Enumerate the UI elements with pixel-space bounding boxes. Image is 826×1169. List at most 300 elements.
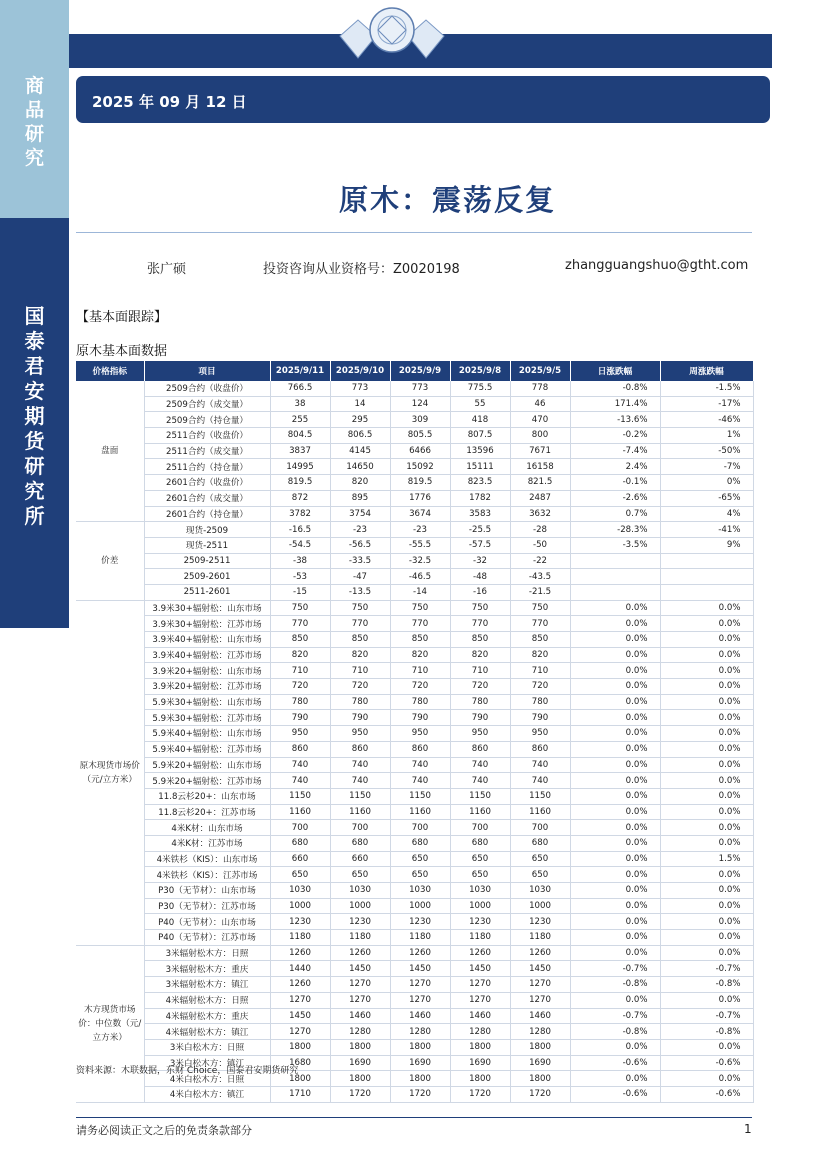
value-cell: 650 (450, 867, 510, 883)
item-cell: 2601合约（持仓量） (144, 506, 270, 522)
value-cell: -17% (660, 396, 753, 412)
value-cell (660, 584, 753, 600)
table-row (76, 757, 753, 773)
value-cell: 1800 (270, 1071, 330, 1087)
value-cell: 720 (390, 679, 450, 695)
value-cell: 0.0% (570, 992, 660, 1008)
value-cell: 805.5 (390, 428, 450, 444)
value-cell: 1000 (330, 898, 390, 914)
value-cell: 0.0% (660, 679, 753, 695)
value-cell: 740 (270, 757, 330, 773)
value-cell: 766.5 (270, 381, 330, 396)
value-cell: 850 (330, 632, 390, 648)
value-cell: 1270 (270, 1024, 330, 1040)
value-cell: 1800 (330, 1071, 390, 1087)
value-cell: 1230 (510, 914, 570, 930)
value-cell: 0.0% (570, 883, 660, 899)
value-cell: 1460 (390, 1008, 450, 1024)
value-cell: 650 (390, 867, 450, 883)
table-row (76, 459, 753, 475)
value-cell: 3754 (330, 506, 390, 522)
table-row (76, 506, 753, 522)
item-cell: 4米白松木方：镇江 (144, 1086, 270, 1102)
value-cell: 1160 (330, 804, 390, 820)
value-cell: 0.0% (660, 663, 753, 679)
value-cell: 0.0% (570, 788, 660, 804)
item-cell: 2511合约（持仓量） (144, 459, 270, 475)
value-cell: 650 (510, 867, 570, 883)
value-cell: 3674 (390, 506, 450, 522)
value-cell: 700 (450, 820, 510, 836)
footer-divider (76, 1117, 752, 1118)
column-header: 周涨跌幅 (660, 361, 753, 381)
author-email[interactable]: zhangguangshuo@gtht.com (565, 258, 749, 273)
value-cell: 1260 (330, 945, 390, 961)
value-cell: -57.5 (450, 537, 510, 553)
value-cell: 800 (510, 428, 570, 444)
table-row (76, 584, 753, 600)
value-cell: -46% (660, 412, 753, 428)
item-cell: 5.9米20+辐射松：江苏市场 (144, 773, 270, 789)
table-row (76, 569, 753, 585)
value-cell: 710 (270, 663, 330, 679)
table-row (76, 522, 753, 538)
value-cell: 1000 (270, 898, 330, 914)
value-cell: -1.5% (660, 381, 753, 396)
value-cell: 819.5 (270, 475, 330, 491)
value-cell: -28 (510, 522, 570, 538)
value-cell: 0.0% (570, 804, 660, 820)
item-cell: 3米辐射松木方：日照 (144, 945, 270, 961)
value-cell: 124 (390, 396, 450, 412)
value-cell: 650 (510, 851, 570, 867)
item-cell: 11.8云杉20+：江苏市场 (144, 804, 270, 820)
value-cell: 0.0% (660, 741, 753, 757)
value-cell: 790 (450, 710, 510, 726)
item-cell: 4米铁杉（KIS）：山东市场 (144, 851, 270, 867)
table-row (76, 930, 753, 946)
value-cell: 1450 (510, 961, 570, 977)
value-cell: 740 (510, 773, 570, 789)
value-cell: 1450 (390, 961, 450, 977)
value-cell: 820 (330, 475, 390, 491)
value-cell: 750 (510, 600, 570, 616)
value-cell: 0.0% (660, 694, 753, 710)
value-cell: 9% (660, 537, 753, 553)
value-cell: -3.5% (570, 537, 660, 553)
item-cell: 2601合约（成交量） (144, 490, 270, 506)
value-cell: -0.7% (660, 1008, 753, 1024)
value-cell: 770 (450, 616, 510, 632)
value-cell: 1690 (510, 1055, 570, 1071)
value-cell: 1690 (390, 1055, 450, 1071)
value-cell: -50 (510, 537, 570, 553)
table-row (76, 945, 753, 961)
item-cell: 4米铁杉（KIS）：江苏市场 (144, 867, 270, 883)
value-cell: 1270 (510, 992, 570, 1008)
table-row (76, 679, 753, 695)
value-cell: 3632 (510, 506, 570, 522)
value-cell: 1160 (270, 804, 330, 820)
sidebar-char: 究 (24, 147, 44, 169)
value-cell: 750 (270, 600, 330, 616)
sidebar-char: 研 (24, 454, 45, 478)
value-cell: 0.0% (660, 757, 753, 773)
value-cell: 773 (390, 381, 450, 396)
item-cell: 5.9米40+辐射松：江苏市场 (144, 741, 270, 757)
value-cell: 0.0% (570, 600, 660, 616)
item-cell: 3米白松木方：日照 (144, 1039, 270, 1055)
value-cell: 680 (510, 835, 570, 851)
value-cell: 680 (330, 835, 390, 851)
value-cell: 1450 (450, 961, 510, 977)
value-cell: -38 (270, 553, 330, 569)
value-cell: 13596 (450, 443, 510, 459)
value-cell: 1460 (510, 1008, 570, 1024)
item-cell: 11.8云杉20+：山东市场 (144, 788, 270, 804)
table-row (76, 851, 753, 867)
value-cell: 860 (390, 741, 450, 757)
value-cell: 1440 (270, 961, 330, 977)
value-cell: 0.0% (660, 914, 753, 930)
value-cell: 1260 (270, 945, 330, 961)
section-heading: 【基本面跟踪】 (76, 310, 168, 325)
value-cell: 1270 (390, 977, 450, 993)
value-cell: 1000 (450, 898, 510, 914)
fundamentals-table (76, 361, 754, 1103)
value-cell: 0.0% (660, 773, 753, 789)
value-cell: 1180 (450, 930, 510, 946)
value-cell: -53 (270, 569, 330, 585)
value-cell: 0.0% (660, 616, 753, 632)
item-cell: 3.9米40+辐射松：山东市场 (144, 632, 270, 648)
value-cell: 1230 (270, 914, 330, 930)
value-cell: 1782 (450, 490, 510, 506)
value-cell: 780 (510, 694, 570, 710)
group-label: 价差 (76, 522, 144, 600)
value-cell: 1800 (450, 1039, 510, 1055)
table-row (76, 663, 753, 679)
value-cell: 0.0% (570, 1071, 660, 1087)
value-cell: 740 (510, 757, 570, 773)
value-cell (570, 584, 660, 600)
value-cell: 700 (390, 820, 450, 836)
value-cell: 4% (660, 506, 753, 522)
table-row (76, 898, 753, 914)
value-cell (570, 569, 660, 585)
value-cell: 710 (390, 663, 450, 679)
value-cell: 0.0% (660, 788, 753, 804)
value-cell: 1720 (390, 1086, 450, 1102)
value-cell: 750 (390, 600, 450, 616)
value-cell: 7671 (510, 443, 570, 459)
value-cell: 1230 (450, 914, 510, 930)
value-cell: 1720 (330, 1086, 390, 1102)
value-cell: 470 (510, 412, 570, 428)
value-cell: 1260 (510, 945, 570, 961)
value-cell: 790 (510, 710, 570, 726)
group-label: 盘面 (76, 381, 144, 522)
value-cell: 720 (450, 679, 510, 695)
item-cell: P40（无节材）：山东市场 (144, 914, 270, 930)
value-cell: 720 (510, 679, 570, 695)
value-cell: -55.5 (390, 537, 450, 553)
table-row (76, 647, 753, 663)
value-cell: 780 (390, 694, 450, 710)
value-cell: 0.0% (660, 647, 753, 663)
value-cell: -21.5 (510, 584, 570, 600)
value-cell: 1230 (390, 914, 450, 930)
value-cell: -32 (450, 553, 510, 569)
item-cell: P30（无节材）：江苏市场 (144, 898, 270, 914)
table-row (76, 490, 753, 506)
value-cell: 4145 (330, 443, 390, 459)
item-cell: 3米辐射松木方：镇江 (144, 977, 270, 993)
value-cell: -22 (510, 553, 570, 569)
value-cell: 171.4% (570, 396, 660, 412)
value-cell: 790 (390, 710, 450, 726)
table-row (76, 1039, 753, 1055)
value-cell: -0.6% (570, 1086, 660, 1102)
table-row (76, 1008, 753, 1024)
value-cell: -0.1% (570, 475, 660, 491)
value-cell: 1160 (450, 804, 510, 820)
value-cell: 6466 (390, 443, 450, 459)
value-cell: 0.0% (660, 835, 753, 851)
value-cell: -46.5 (390, 569, 450, 585)
value-cell: 1280 (450, 1024, 510, 1040)
value-cell: 2487 (510, 490, 570, 506)
sidebar-char: 期 (24, 404, 45, 428)
table-row (76, 396, 753, 412)
value-cell: 710 (330, 663, 390, 679)
value-cell: 1710 (270, 1086, 330, 1102)
value-cell: 0.0% (570, 726, 660, 742)
item-cell: 3.9米30+辐射松：江苏市场 (144, 616, 270, 632)
value-cell: 1030 (330, 883, 390, 899)
value-cell: 850 (390, 632, 450, 648)
value-cell: 0% (660, 475, 753, 491)
value-cell: 0.0% (570, 945, 660, 961)
value-cell: 0.0% (570, 835, 660, 851)
author-license: 投资咨询从业资格号：Z0020198 (263, 262, 460, 277)
value-cell: 1800 (510, 1039, 570, 1055)
value-cell: 1260 (390, 945, 450, 961)
value-cell: 0.0% (570, 820, 660, 836)
table-row (76, 788, 753, 804)
value-cell: 850 (450, 632, 510, 648)
sidebar-char: 品 (24, 99, 44, 121)
value-cell: 0.0% (660, 930, 753, 946)
value-cell: 14995 (270, 459, 330, 475)
value-cell: -0.8% (660, 977, 753, 993)
column-header: 2025/9/9 (390, 361, 450, 381)
value-cell: 1280 (390, 1024, 450, 1040)
value-cell: -23 (330, 522, 390, 538)
table-row (76, 443, 753, 459)
value-cell: 860 (270, 741, 330, 757)
sidebar-char: 泰 (24, 329, 45, 353)
value-cell (570, 553, 660, 569)
value-cell: 780 (450, 694, 510, 710)
item-cell: 2509-2601 (144, 569, 270, 585)
value-cell: 0.0% (570, 647, 660, 663)
table-row (76, 428, 753, 444)
value-cell: 1150 (390, 788, 450, 804)
value-cell: 860 (450, 741, 510, 757)
value-cell: 650 (330, 867, 390, 883)
value-cell: 0.0% (570, 741, 660, 757)
value-cell: 0.0% (570, 914, 660, 930)
value-cell: 1450 (330, 961, 390, 977)
value-cell: 1280 (510, 1024, 570, 1040)
value-cell: 15092 (390, 459, 450, 475)
value-cell: 740 (450, 773, 510, 789)
value-cell: 1160 (510, 804, 570, 820)
value-cell: 1230 (330, 914, 390, 930)
value-cell: 823.5 (450, 475, 510, 491)
value-cell: 1270 (270, 992, 330, 1008)
value-cell: 860 (510, 741, 570, 757)
value-cell: -28.3% (570, 522, 660, 538)
item-cell: P30（无节材）：山东市场 (144, 883, 270, 899)
value-cell: -33.5 (330, 553, 390, 569)
table-row (76, 773, 753, 789)
value-cell: 770 (270, 616, 330, 632)
value-cell: 950 (390, 726, 450, 742)
source-note: 资料来源：木联数据，东财 Choice，国泰君安期货研究 (76, 1066, 299, 1076)
table-row (76, 835, 753, 851)
value-cell: 0.0% (660, 945, 753, 961)
value-cell: -41% (660, 522, 753, 538)
value-cell: 806.5 (330, 428, 390, 444)
value-cell: 770 (390, 616, 450, 632)
value-cell: -7% (660, 459, 753, 475)
value-cell: 1280 (330, 1024, 390, 1040)
value-cell: 775.5 (450, 381, 510, 396)
value-cell: 750 (450, 600, 510, 616)
sidebar-char: 究 (24, 479, 45, 503)
value-cell: 780 (270, 694, 330, 710)
value-cell: 1150 (450, 788, 510, 804)
column-header: 价格指标 (76, 361, 144, 381)
value-cell: 790 (270, 710, 330, 726)
value-cell: 1.5% (660, 851, 753, 867)
value-cell: 1030 (390, 883, 450, 899)
value-cell: 1690 (450, 1055, 510, 1071)
value-cell: 0.0% (570, 930, 660, 946)
value-cell (660, 569, 753, 585)
value-cell: 1800 (450, 1071, 510, 1087)
table-row (76, 726, 753, 742)
value-cell: 0.0% (660, 867, 753, 883)
value-cell: 0.0% (570, 632, 660, 648)
value-cell: 1460 (330, 1008, 390, 1024)
value-cell: 2.4% (570, 459, 660, 475)
value-cell: -32.5 (390, 553, 450, 569)
table-row (76, 883, 753, 899)
table-row (76, 475, 753, 491)
item-cell: 3.9米40+辐射松：江苏市场 (144, 647, 270, 663)
value-cell: -54.5 (270, 537, 330, 553)
value-cell: -2.6% (570, 490, 660, 506)
value-cell: 46 (510, 396, 570, 412)
value-cell: 0.0% (660, 820, 753, 836)
value-cell: 872 (270, 490, 330, 506)
value-cell: 950 (510, 726, 570, 742)
value-cell: 309 (390, 412, 450, 428)
value-cell: 820 (510, 647, 570, 663)
value-cell: 1270 (450, 992, 510, 1008)
value-cell: -0.7% (570, 961, 660, 977)
value-cell: 0.0% (660, 1039, 753, 1055)
value-cell: 295 (330, 412, 390, 428)
value-cell: 804.5 (270, 428, 330, 444)
table-title: 原木基本面数据 (76, 344, 168, 359)
sidebar-char: 君 (24, 354, 45, 378)
value-cell: 0.0% (660, 883, 753, 899)
value-cell: 1460 (450, 1008, 510, 1024)
value-cell: -43.5 (510, 569, 570, 585)
value-cell: 0.7% (570, 506, 660, 522)
item-cell: 3米白松木方：镇江 (144, 1055, 270, 1071)
value-cell: 700 (270, 820, 330, 836)
value-cell: 0.0% (570, 757, 660, 773)
value-cell: 1270 (330, 992, 390, 1008)
value-cell: 820 (270, 647, 330, 663)
value-cell: -14 (390, 584, 450, 600)
value-cell: 1180 (510, 930, 570, 946)
value-cell: 1030 (510, 883, 570, 899)
value-cell: 740 (330, 757, 390, 773)
value-cell: 16158 (510, 459, 570, 475)
value-cell: 650 (450, 851, 510, 867)
value-cell: 750 (330, 600, 390, 616)
item-cell: 2509合约（持仓量） (144, 412, 270, 428)
value-cell: 1450 (270, 1008, 330, 1024)
value-cell: 1180 (270, 930, 330, 946)
value-cell: 1800 (390, 1071, 450, 1087)
value-cell: 3837 (270, 443, 330, 459)
value-cell: 1260 (270, 977, 330, 993)
value-cell: 770 (510, 616, 570, 632)
table-row (76, 992, 753, 1008)
sidebar-org-label (0, 304, 69, 529)
sidebar-char: 研 (24, 123, 44, 145)
table-row (76, 694, 753, 710)
value-cell: 1720 (450, 1086, 510, 1102)
item-cell: 2511合约（成交量） (144, 443, 270, 459)
value-cell: 850 (270, 632, 330, 648)
table-row (76, 741, 753, 757)
item-cell: 4米K材：山东市场 (144, 820, 270, 836)
item-cell: P40（无节材）：江苏市场 (144, 930, 270, 946)
value-cell: -0.6% (660, 1055, 753, 1071)
value-cell: 0.0% (660, 1071, 753, 1087)
value-cell: 790 (330, 710, 390, 726)
value-cell: 820 (330, 647, 390, 663)
value-cell: 1000 (390, 898, 450, 914)
value-cell: 950 (450, 726, 510, 742)
item-cell: 2509合约（成交量） (144, 396, 270, 412)
value-cell: 740 (330, 773, 390, 789)
value-cell: -0.2% (570, 428, 660, 444)
column-header: 日涨跌幅 (570, 361, 660, 381)
value-cell: 1800 (330, 1039, 390, 1055)
group-label: 原木现货市场价（元/立方米） (76, 600, 144, 945)
value-cell: 255 (270, 412, 330, 428)
report-title: 原木：震荡反复 (338, 183, 556, 217)
